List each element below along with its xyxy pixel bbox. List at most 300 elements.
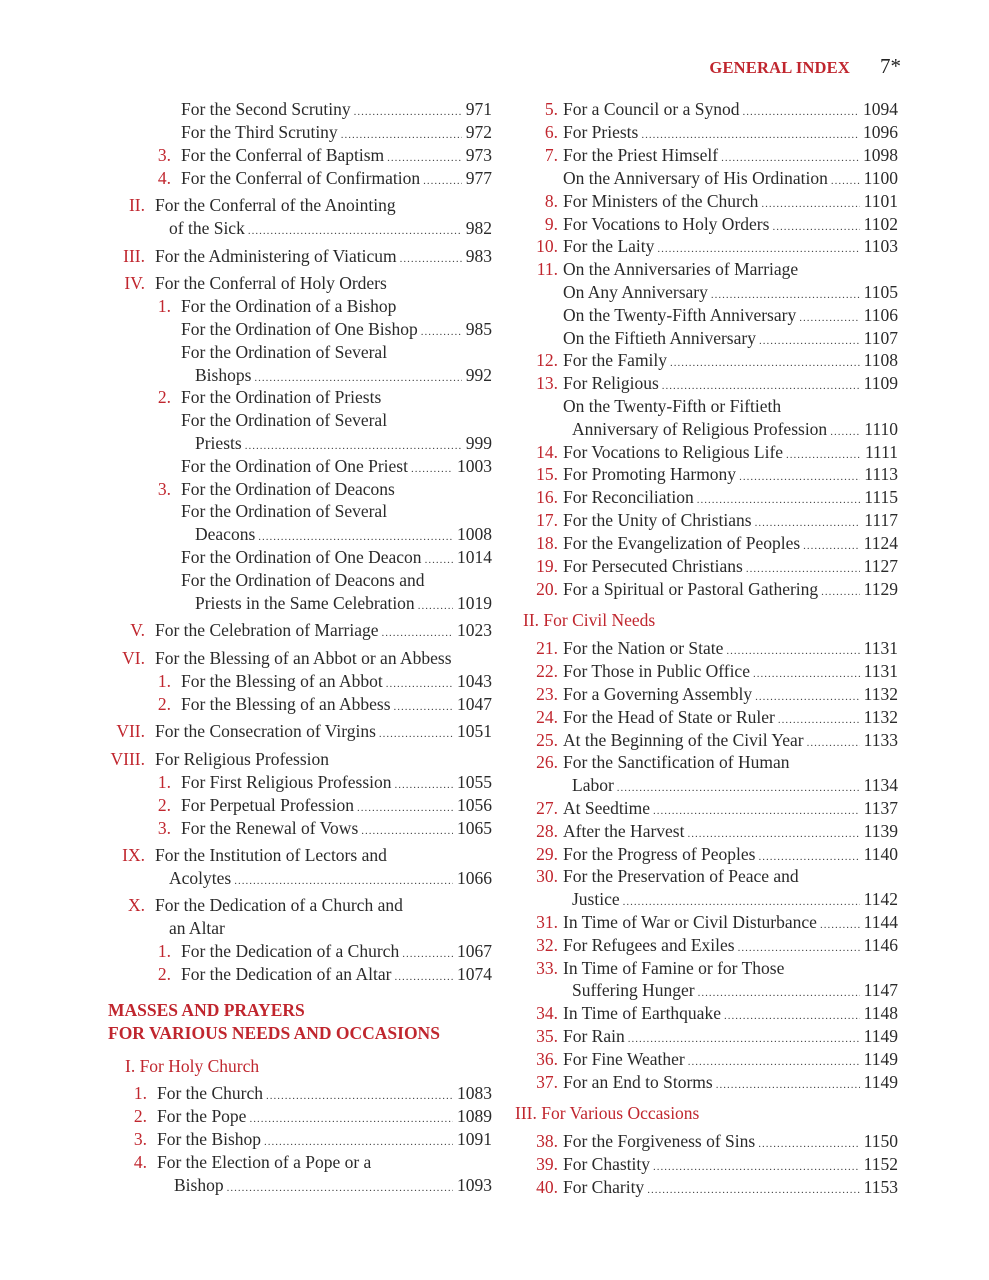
- entry-title: For the Consecration of Virgins: [155, 721, 376, 741]
- entry-title: For Fine Weather: [563, 1049, 685, 1069]
- index-entry: [133, 1105, 492, 1130]
- entry-title: For the Nation or State: [563, 638, 724, 658]
- dot-leader: [395, 771, 453, 796]
- index-entry: [536, 637, 898, 662]
- index-entry: [169, 917, 492, 939]
- index-entry: [544, 190, 898, 215]
- entry-title: For the Ordination of Several: [181, 410, 388, 430]
- entry-page-number: 1117: [864, 510, 898, 530]
- entry-title: For First Religious Profession: [181, 772, 392, 792]
- entry-number: 3.: [157, 818, 171, 838]
- entry-title: Labor: [572, 775, 614, 795]
- dot-leader: [821, 578, 859, 603]
- entry-title: Anniversary of Religious Profession: [572, 419, 828, 439]
- dot-leader: [755, 683, 860, 708]
- entry-title: For the Dedication of an Altar: [181, 964, 392, 984]
- entry-number: 28.: [536, 821, 558, 841]
- entry-title: For the Priest Himself: [563, 145, 719, 165]
- dot-leader: [647, 1176, 859, 1201]
- entry-number: 29.: [536, 844, 558, 864]
- civil-needs-heading: II. For Civil Needs: [523, 610, 656, 630]
- entry-title: For the Head of State or Ruler: [563, 707, 775, 727]
- index-entry: [181, 546, 492, 571]
- index-entry: [536, 349, 898, 374]
- entry-number: 24.: [536, 707, 558, 727]
- index-entry: [157, 817, 492, 842]
- index-entry: [133, 1151, 492, 1173]
- index-entry: [536, 1002, 898, 1027]
- entry-number: 19.: [536, 556, 558, 576]
- entry-number: 9.: [544, 214, 558, 234]
- masses-heading-line-2: FOR VARIOUS NEEDS AND OCCASIONS: [108, 1023, 440, 1043]
- entry-number: 12.: [536, 350, 558, 370]
- index-entry: [181, 569, 492, 591]
- entry-page-number: 1008: [457, 524, 492, 544]
- dot-leader: [245, 432, 462, 457]
- index-entry: [195, 592, 492, 617]
- entry-title: For the Celebration of Marriage: [155, 620, 379, 640]
- entry-page-number: 1115: [864, 487, 898, 507]
- holy-church-heading: I. For Holy Church: [125, 1056, 260, 1076]
- dot-leader: [799, 304, 859, 329]
- dot-leader: [738, 934, 860, 959]
- entry-title: For the Conferral of the Anointing: [155, 195, 396, 215]
- entry-number: 26.: [536, 752, 558, 772]
- entry-title: For the Renewal of Vows: [181, 818, 359, 838]
- entry-title: Justice: [572, 889, 620, 909]
- index-entry: [536, 372, 898, 397]
- entry-title: Acolytes: [169, 868, 232, 888]
- entry-number: IX.: [122, 845, 145, 865]
- index-entry: [181, 455, 492, 480]
- entry-title: For Ministers of the Church: [563, 191, 759, 211]
- dot-leader: [739, 463, 860, 488]
- entry-title: For the Dedication of a Church: [181, 941, 400, 961]
- entry-number: 39.: [536, 1154, 558, 1174]
- entry-title: For an End to Storms: [563, 1072, 713, 1092]
- entry-page-number: 1131: [863, 661, 898, 681]
- entry-number: 15.: [536, 464, 558, 484]
- entry-title: For Chastity: [563, 1154, 651, 1174]
- entry-page-number: 1019: [457, 593, 492, 613]
- index-entry: [544, 144, 898, 169]
- entry-page-number: 1146: [863, 935, 898, 955]
- entry-title: For the Pope: [157, 1106, 247, 1126]
- entry-title: For the Unity of Christians: [563, 510, 752, 530]
- index-entry: [157, 693, 492, 718]
- entry-page-number: 1103: [863, 236, 898, 256]
- entry-page-number: 1111: [864, 442, 898, 462]
- entry-title: For Reconciliation: [563, 487, 694, 507]
- dot-leader: [623, 888, 860, 913]
- entry-title: For the Church: [157, 1083, 263, 1103]
- index-entry: [157, 670, 492, 695]
- entry-title: In Time of Famine or for Those: [563, 958, 785, 978]
- index-entry: [127, 894, 492, 916]
- dot-leader: [411, 455, 453, 480]
- dot-leader: [423, 167, 462, 192]
- index-entry: [536, 1130, 898, 1155]
- entry-title: Suffering Hunger: [572, 980, 695, 1000]
- dot-leader: [653, 797, 860, 822]
- index-entry: [572, 888, 898, 913]
- entry-title: For Promoting Harmony: [563, 464, 737, 484]
- index-entry: [124, 272, 492, 294]
- dot-leader: [716, 1071, 860, 1096]
- entry-title: For Vocations to Holy Orders: [563, 214, 770, 234]
- entry-page-number: 1127: [863, 556, 898, 576]
- entry-page-number: 1096: [863, 122, 898, 142]
- entry-page-number: 1113: [864, 464, 898, 484]
- entry-number: V.: [130, 620, 145, 640]
- index-entry: [536, 532, 898, 557]
- entry-page-number: 1067: [457, 941, 492, 961]
- entry-page-number: 1142: [863, 889, 898, 909]
- entry-page-number: 1074: [457, 964, 492, 984]
- index-entry: [563, 281, 898, 306]
- index-entry: [169, 867, 492, 892]
- entry-title: For the Ordination of Deacons and: [181, 570, 425, 590]
- dot-leader: [258, 523, 453, 548]
- entry-title: On the Anniversary of His Ordination: [563, 168, 828, 188]
- dot-leader: [379, 720, 453, 745]
- entry-number: 10.: [536, 236, 558, 256]
- entry-number: 11.: [536, 259, 558, 279]
- entry-page-number: 1056: [457, 795, 492, 815]
- entry-number: 3.: [157, 145, 171, 165]
- entry-number: IV.: [124, 273, 145, 293]
- entry-page-number: 1110: [864, 419, 898, 439]
- entry-title: For a Governing Assembly: [563, 684, 753, 704]
- entry-number: 30.: [536, 866, 558, 886]
- entry-page-number: 1098: [863, 145, 898, 165]
- entry-number: 2.: [157, 694, 171, 714]
- dot-leader: [357, 794, 453, 819]
- entry-title: For Priests: [563, 122, 639, 142]
- index-entry: [195, 432, 492, 457]
- entry-title: Bishops: [195, 365, 252, 385]
- index-entry: [563, 395, 898, 417]
- entry-number: 23.: [536, 684, 558, 704]
- entry-title: For the Ordination of Deacons: [181, 479, 395, 499]
- entry-number: 36.: [536, 1049, 558, 1069]
- entry-title: On the Twenty-Fifth Anniversary: [563, 305, 797, 325]
- entry-number: 6.: [544, 122, 558, 142]
- entry-number: 32.: [536, 935, 558, 955]
- entry-title: For the Evangelization of Peoples: [563, 533, 801, 553]
- entry-number: 22.: [536, 661, 558, 681]
- dot-leader: [761, 190, 859, 215]
- index-entry: [544, 121, 898, 146]
- entry-number: 1.: [157, 671, 171, 691]
- entry-number: 8.: [544, 191, 558, 211]
- entry-page-number: 985: [465, 319, 492, 339]
- masses-heading-line-1: MASSES AND PRAYERS: [108, 1000, 305, 1020]
- index-entry: [536, 683, 898, 708]
- dot-leader: [726, 637, 859, 662]
- dot-leader: [653, 1153, 860, 1178]
- header-title: GENERAL INDEX: [709, 58, 850, 77]
- entry-title: In Time of War or Civil Disturbance: [563, 912, 817, 932]
- index-entry: [157, 386, 492, 408]
- entry-page-number: 1055: [457, 772, 492, 792]
- various-occasions-heading: III. For Various Occasions: [515, 1103, 700, 1123]
- entry-number: VIII.: [110, 749, 145, 769]
- entry-number: 31.: [536, 912, 558, 932]
- entry-title: For the Conferral of Holy Orders: [155, 273, 387, 293]
- index-entry: [536, 957, 898, 979]
- entry-title: After the Harvest: [563, 821, 685, 841]
- entry-number: 2.: [133, 1106, 147, 1126]
- dot-leader: [820, 911, 860, 936]
- index-entry: [536, 509, 898, 534]
- entry-number: 17.: [536, 510, 558, 530]
- entry-number: 1.: [157, 296, 171, 316]
- entry-page-number: 1109: [863, 373, 898, 393]
- dot-leader: [753, 660, 860, 685]
- entry-title: For a Council or a Synod: [563, 99, 740, 119]
- dot-leader: [755, 509, 861, 534]
- entry-page-number: 1150: [863, 1131, 898, 1151]
- page-number: 7*: [880, 54, 901, 78]
- entry-number: 35.: [536, 1026, 558, 1046]
- dot-leader: [670, 349, 860, 374]
- dot-leader: [721, 144, 859, 169]
- entry-title: For the Conferral of Confirmation: [181, 168, 421, 188]
- entry-title: For Vocations to Religious Life: [563, 442, 784, 462]
- entry-number: 5.: [544, 99, 558, 119]
- index-entry: [128, 194, 492, 216]
- entry-page-number: 973: [465, 145, 492, 165]
- entry-page-number: 999: [465, 433, 492, 453]
- entry-title: For a Spiritual or Pastoral Gathering: [563, 579, 819, 599]
- entry-page-number: 1051: [457, 721, 492, 741]
- entry-number: 2.: [157, 387, 171, 407]
- entry-page-number: 1108: [863, 350, 898, 370]
- index-entry: [536, 235, 898, 260]
- entry-number: VI.: [122, 648, 145, 668]
- dot-leader: [266, 1082, 453, 1107]
- dot-leader: [394, 963, 453, 988]
- dot-leader: [386, 670, 453, 695]
- entry-title: Bishop: [174, 1175, 224, 1195]
- entry-number: 18.: [536, 533, 558, 553]
- index-entry: [181, 500, 492, 522]
- entry-title: For Refugees and Exiles: [563, 935, 735, 955]
- index-entry: [536, 1025, 898, 1050]
- entry-title: For Perpetual Profession: [181, 795, 355, 815]
- entry-title: an Altar: [169, 918, 225, 938]
- entry-page-number: 1047: [457, 694, 492, 714]
- dot-leader: [387, 144, 462, 169]
- dot-leader: [742, 98, 859, 123]
- entry-page-number: 1003: [457, 456, 492, 476]
- dot-leader: [421, 318, 462, 343]
- dot-leader: [641, 121, 859, 146]
- entry-page-number: 1149: [863, 1049, 898, 1069]
- entry-title: For the Ordination of One Deacon: [181, 547, 422, 567]
- entry-title: For the Family: [563, 350, 668, 370]
- entry-page-number: 1144: [863, 912, 898, 932]
- entry-number: 1.: [133, 1083, 147, 1103]
- entry-page-number: 1132: [863, 707, 898, 727]
- entry-page-number: 1093: [457, 1175, 492, 1195]
- entry-page-number: 1106: [863, 305, 898, 325]
- entry-number: 16.: [536, 487, 558, 507]
- entry-number: 7.: [544, 145, 558, 165]
- entry-page-number: 1133: [863, 730, 898, 750]
- entry-title: For the Ordination of One Bishop: [181, 319, 418, 339]
- entry-page-number: 1134: [863, 775, 898, 795]
- index-entry: [536, 706, 898, 731]
- index-entry: [536, 820, 898, 845]
- entry-title: For the Blessing of an Abbess: [181, 694, 391, 714]
- index-entry: [122, 844, 492, 866]
- entry-number: 33.: [536, 958, 558, 978]
- entry-page-number: 1102: [863, 214, 898, 234]
- entry-page-number: 971: [465, 99, 492, 119]
- dot-leader: [746, 555, 860, 580]
- dot-leader: [687, 820, 859, 845]
- entry-page-number: 1147: [863, 980, 898, 1000]
- dot-leader: [662, 372, 860, 397]
- dot-leader: [688, 1048, 860, 1073]
- entry-title: For the Forgiveness of Sins: [563, 1131, 756, 1151]
- entry-title: For Religious Profession: [155, 749, 330, 769]
- entry-title: Priests in the Same Celebration: [195, 593, 415, 613]
- entry-page-number: 1149: [863, 1072, 898, 1092]
- entry-number: 3.: [157, 479, 171, 499]
- entry-title: For Rain: [563, 1026, 625, 1046]
- index-entry: [181, 98, 492, 123]
- entry-title: Priests: [195, 433, 242, 453]
- index-entry: [157, 478, 492, 500]
- index-entry: [116, 720, 492, 745]
- index-entry: [536, 486, 898, 511]
- index-entry: [536, 1071, 898, 1096]
- dot-leader: [657, 235, 859, 260]
- index-entry: [157, 295, 492, 317]
- entry-title: For the Election of a Pope or a: [157, 1152, 372, 1172]
- entry-page-number: 1149: [863, 1026, 898, 1046]
- index-entry: [181, 318, 492, 343]
- index-entry: [536, 555, 898, 580]
- entry-title: For the Second Scrutiny: [181, 99, 351, 119]
- index-entry: [181, 121, 492, 146]
- index-entry: [157, 167, 492, 192]
- entry-number: 21.: [536, 638, 558, 658]
- dot-leader: [697, 486, 861, 511]
- dot-leader: [418, 592, 453, 617]
- entry-number: 13.: [536, 373, 558, 393]
- entry-page-number: 1124: [863, 533, 898, 553]
- index-entry: [174, 1174, 492, 1199]
- entry-number: X.: [127, 895, 145, 915]
- running-header: [709, 54, 901, 79]
- index-entry: [563, 167, 898, 192]
- entry-number: 34.: [536, 1003, 558, 1023]
- dot-leader: [778, 706, 860, 731]
- entry-title: For the Ordination of a Bishop: [181, 296, 397, 316]
- entry-title: On the Twenty-Fifth or Fiftieth: [563, 396, 782, 416]
- index-entry: [536, 934, 898, 959]
- index-entry: [572, 418, 898, 443]
- entry-title: For the Ordination of Priests: [181, 387, 382, 407]
- entry-number: 2.: [157, 795, 171, 815]
- entry-number: 4.: [157, 168, 171, 188]
- entry-number: 27.: [536, 798, 558, 818]
- entry-title: For the Sanctification of Human: [563, 752, 790, 772]
- dot-leader: [341, 121, 462, 146]
- index-entry: [536, 1176, 898, 1201]
- index-entry: [536, 865, 898, 887]
- entry-page-number: 1129: [863, 579, 898, 599]
- entry-title: For Charity: [563, 1177, 645, 1197]
- index-entry: [536, 463, 898, 488]
- entry-title: Deacons: [195, 524, 256, 544]
- entry-title: For the Ordination of One Priest: [181, 456, 408, 476]
- entry-number: 38.: [536, 1131, 558, 1151]
- entry-title: For the Bishop: [157, 1129, 262, 1149]
- entry-title: At the Beginning of the Civil Year: [563, 730, 804, 750]
- dot-leader: [354, 98, 462, 123]
- entry-title: For the Progress of Peoples: [563, 844, 756, 864]
- entry-page-number: 1152: [863, 1154, 898, 1174]
- entry-page-number: 1023: [457, 620, 492, 640]
- entry-title: For the Ordination of Several: [181, 501, 388, 521]
- entry-title: For the Laity: [563, 236, 655, 256]
- entry-title: For Those in Public Office: [563, 661, 750, 681]
- index-entry: [536, 1153, 898, 1178]
- entry-title: At Seedtime: [563, 798, 650, 818]
- index-entry: [157, 771, 492, 796]
- entry-page-number: 1140: [863, 844, 898, 864]
- entry-number: 1.: [157, 772, 171, 792]
- entry-number: 2.: [157, 964, 171, 984]
- index-entry: [169, 217, 492, 242]
- dot-leader: [402, 940, 453, 965]
- entry-page-number: 1065: [457, 818, 492, 838]
- dot-leader: [617, 774, 860, 799]
- entry-page-number: 1107: [863, 328, 898, 348]
- dot-leader: [711, 281, 860, 306]
- entry-page-number: 977: [465, 168, 492, 188]
- entry-page-number: 1089: [457, 1106, 492, 1126]
- entry-page-number: 1083: [457, 1083, 492, 1103]
- dot-leader: [400, 245, 462, 270]
- entry-title: For Religious: [563, 373, 659, 393]
- entry-title: For the Conferral of Baptism: [181, 145, 385, 165]
- entry-number: II.: [128, 195, 145, 215]
- index-entry: [536, 578, 898, 603]
- entry-title: For the Blessing of an Abbot: [181, 671, 383, 691]
- dot-leader: [698, 979, 860, 1004]
- entry-number: 1.: [157, 941, 171, 961]
- index-entry: [536, 258, 898, 280]
- entry-number: 37.: [536, 1072, 558, 1092]
- entry-page-number: 983: [465, 246, 492, 266]
- entry-page-number: 1043: [457, 671, 492, 691]
- index-entry: [536, 797, 898, 822]
- entry-title: For the Dedication of a Church and: [155, 895, 403, 915]
- index-entry: [157, 940, 492, 965]
- entry-number: III.: [123, 246, 145, 266]
- entry-page-number: 1137: [863, 798, 898, 818]
- index-entry: [572, 979, 898, 1004]
- entry-number: 14.: [536, 442, 558, 462]
- entry-title: For the Blessing of an Abbot or an Abbess: [155, 648, 452, 668]
- entry-page-number: 1101: [863, 191, 898, 211]
